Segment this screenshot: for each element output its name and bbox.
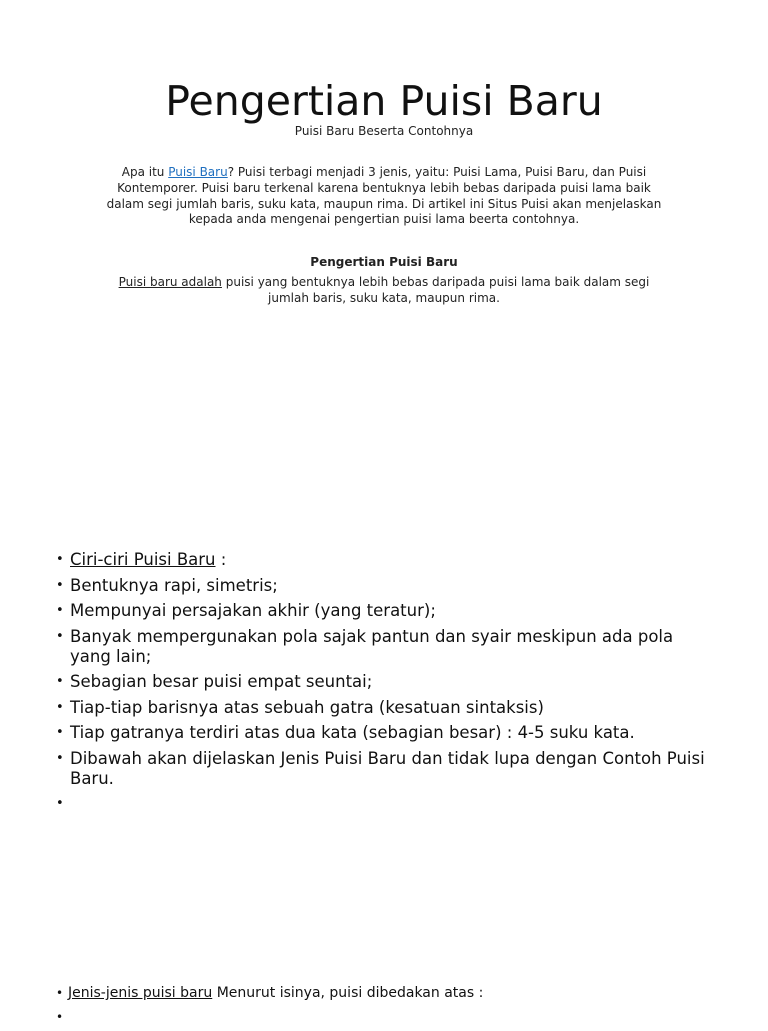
list-item-text: Tiap gatranya terdiri atas dua kata (sebagian besar) : 4-5 suku kata. bbox=[70, 723, 635, 742]
bullet-icon: • bbox=[56, 552, 64, 567]
empty-list-item bbox=[56, 1007, 716, 1027]
characteristics-list bbox=[56, 550, 716, 820]
empty-list-item bbox=[56, 794, 716, 814]
list-item-text: Sebagian besar puisi empat seuntai; bbox=[70, 672, 373, 691]
list-item-text: Banyak mempergunakan pola sajak pantun dan syair meskipun ada pola yang lain; bbox=[70, 626, 674, 666]
list-item bbox=[56, 672, 716, 692]
list-item-text: Tiap-tiap barisnya atas sebuah gatra (kesatuan sintaksis) bbox=[70, 697, 544, 717]
list-item bbox=[56, 723, 716, 743]
heading-suffix: : bbox=[215, 550, 227, 569]
list-item-text: Dibawah akan dijelaskan Jenis Puisi Baru dan tidak lupa dengan Contoh Puisi Baru. bbox=[70, 748, 705, 788]
list-item-text: Bentuknya rapi, simetris; bbox=[70, 575, 278, 595]
bullet-icon: • bbox=[56, 628, 64, 644]
list-item bbox=[56, 627, 716, 667]
bullet-icon: • bbox=[56, 603, 64, 618]
definition-text: puisi yang bentuknya lebih bebas daripada puisi lama baik dalam segi jumlah baris, suku kata, maupun rima. bbox=[221, 275, 650, 305]
bullet-icon: • bbox=[56, 986, 64, 1000]
jenis-jenis-link[interactable]: Jenis-jenis puisi baru bbox=[68, 985, 213, 1001]
puisi-baru-adalah-link[interactable]: Puisi baru adalah bbox=[118, 275, 222, 289]
bullet-icon: • bbox=[56, 796, 64, 811]
list-item bbox=[56, 983, 716, 1003]
types-heading-suffix: Menurut isinya, puisi dibedakan atas : bbox=[212, 985, 484, 1001]
definition-paragraph bbox=[104, 275, 664, 307]
intro-suffix: ? Puisi terbagi menjadi 3 jenis, yaitu: Puisi Lama, Puisi Baru, dan Puisi Kontemporer. Puisi baru terkenal karena bentuknya lebih bebas daripada puisi lama baik dalam segi jumlah baris, suku kata, maupun rima. Di artikel ini Situs Puisi akan menjelaskan kepada anda mengenai pengertian puisi lama beerta contohnya. bbox=[106, 165, 662, 227]
section-heading: Pengertian Puisi Baru bbox=[310, 255, 458, 269]
bullet-icon: • bbox=[56, 577, 64, 593]
list-item-text: Mempunyai persajakan akhir (yang teratur); bbox=[70, 601, 436, 620]
page-title: Pengertian Puisi Baru bbox=[165, 77, 603, 125]
list-item bbox=[56, 576, 716, 596]
list-item bbox=[56, 698, 716, 718]
bullet-icon: • bbox=[56, 750, 64, 766]
bullet-icon: • bbox=[56, 674, 64, 689]
bullet-icon: • bbox=[56, 725, 64, 740]
puisi-baru-link[interactable]: Puisi Baru bbox=[168, 165, 228, 179]
intro-paragraph bbox=[104, 165, 664, 228]
list-item bbox=[56, 550, 716, 570]
bullet-icon: • bbox=[56, 699, 64, 715]
page-subtitle: Puisi Baru Beserta Contohnya bbox=[294, 124, 474, 138]
ciri-ciri-link[interactable]: Ciri-ciri Puisi Baru bbox=[70, 550, 216, 569]
list-item bbox=[56, 749, 716, 789]
bullet-icon: • bbox=[56, 1010, 64, 1024]
intro-prefix: Apa itu bbox=[121, 165, 169, 179]
list-item bbox=[56, 601, 716, 621]
